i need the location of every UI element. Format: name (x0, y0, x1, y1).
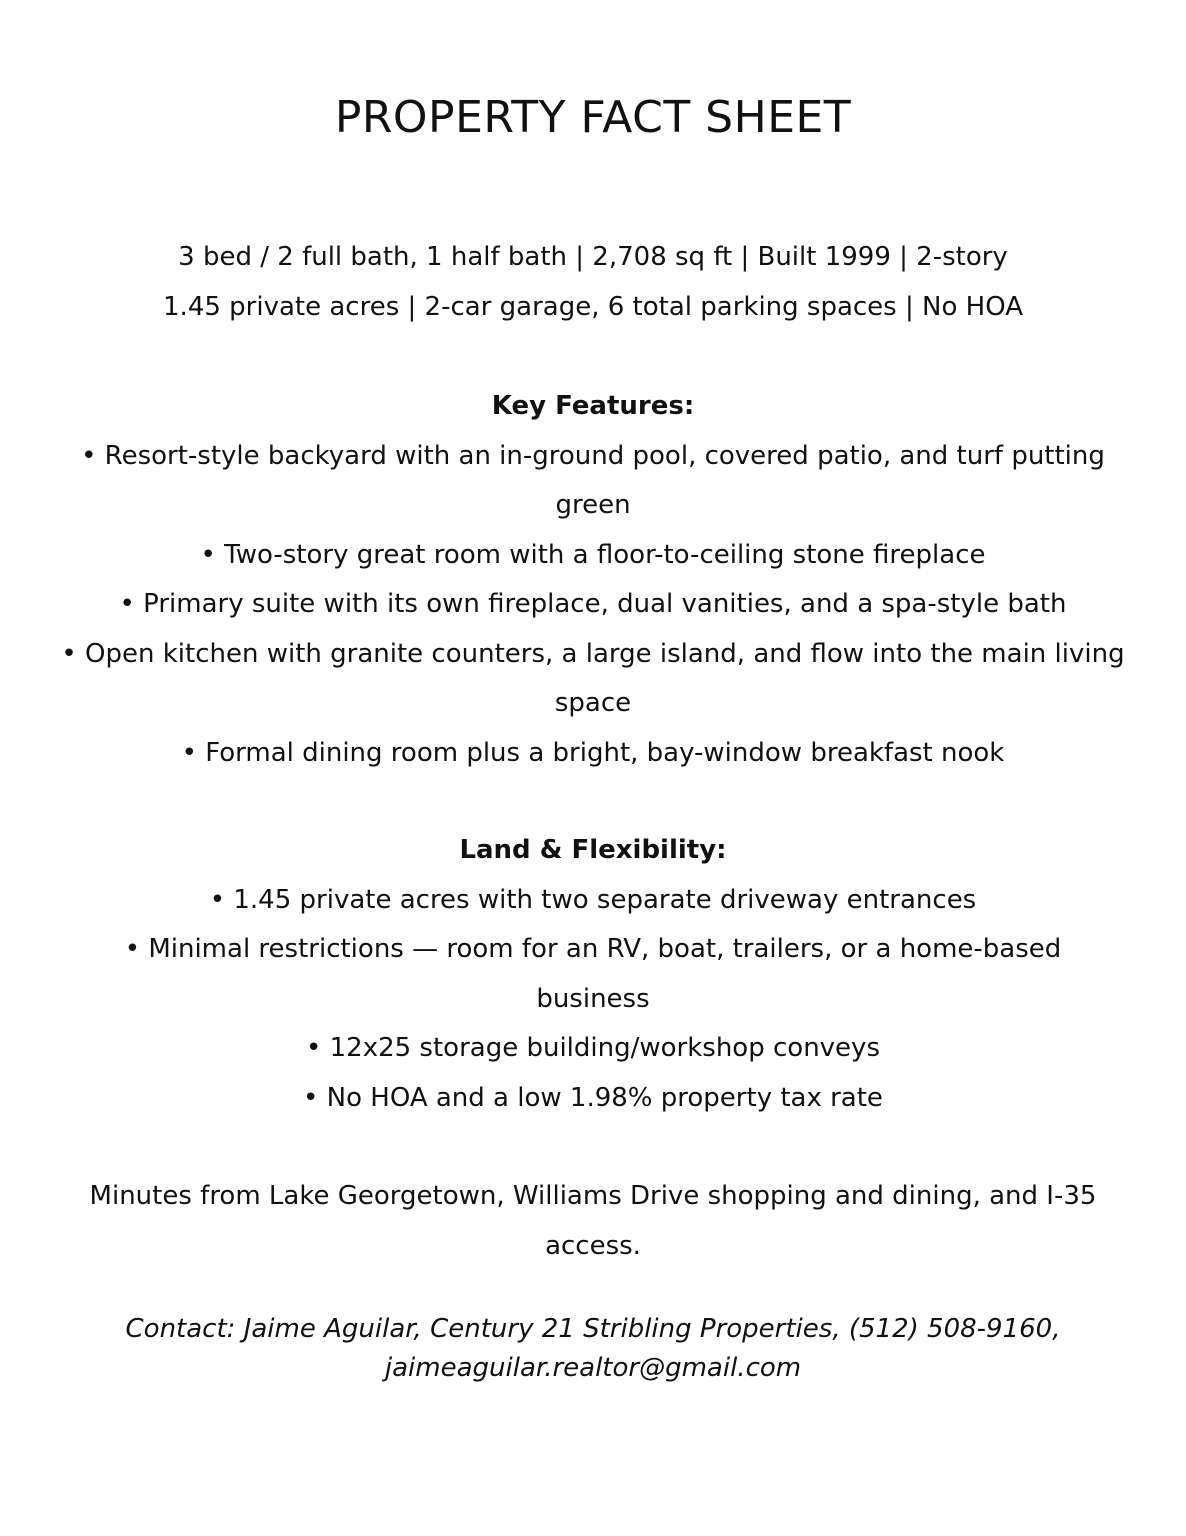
land-flexibility-section (40, 826, 1146, 1123)
key-feature-item: • Resort-style backyard with an in-ground pool, covered patio, and turf putting green (81, 440, 1105, 520)
property-summary (40, 233, 1146, 332)
land-item: • Minimal restrictions — room for an RV, boat, trailers, or a home-based business (124, 934, 1062, 1014)
key-feature-item: • Two-story great room with a floor-to-ceiling stone fireplace (200, 539, 986, 570)
contact-email: jaimeaguilar.realtor@gmail.com (384, 1353, 802, 1383)
location-note: Minutes from Lake Georgetown, Williams Drive shopping and dining, and I-35 access. (89, 1181, 1097, 1261)
key-features-section (40, 382, 1146, 778)
page-title: PROPERTY FACT SHEET (334, 92, 852, 143)
land-flexibility-heading: Land & Flexibility: (459, 835, 727, 865)
key-feature-item: • Formal dining room plus a bright, bay-window breakfast nook (181, 737, 1005, 768)
land-item: • 12x25 storage building/workshop conveys (306, 1033, 880, 1063)
key-feature-item: • Primary suite with its own fireplace, dual vanities, and a spa-style bath (119, 589, 1067, 619)
land-item: • 1.45 private acres with two separate driveway entrances (209, 884, 977, 915)
land-item: • No HOA and a low 1.98% property tax rate (303, 1082, 883, 1113)
contact-info (40, 1310, 1146, 1388)
contact-line-1: Contact: Jaime Aguilar, Century 21 Stribling Properties, (512) 508-9160, (125, 1314, 1061, 1344)
key-feature-item: • Open kitchen with granite counters, a large island, and flow into the main living space (61, 638, 1125, 718)
key-features-heading: Key Features: (491, 391, 695, 421)
summary-line-2: 1.45 private acres | 2-car garage, 6 total parking spaces | No HOA (163, 291, 1023, 322)
summary-line-1: 3 bed / 2 full bath, 1 half bath | 2,708 sq ft | Built 1999 | 2-story (178, 242, 1008, 272)
